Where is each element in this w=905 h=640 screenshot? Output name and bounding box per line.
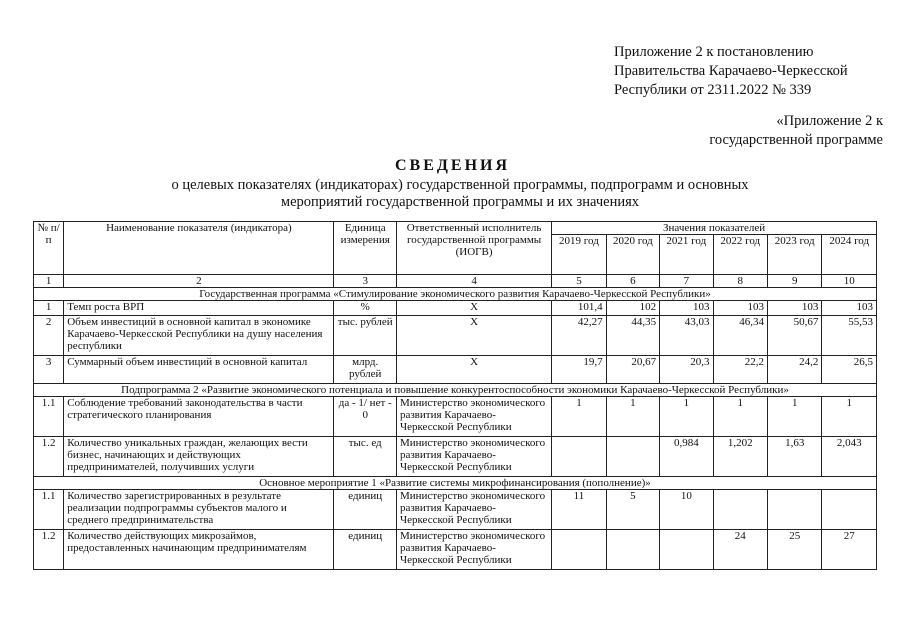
row-unit: тыс. ед: [334, 437, 397, 477]
row-value: 43,03: [660, 316, 713, 356]
subtitle-line: о целевых показателях (индикаторах) государственной программы, подпрограмм и основных: [171, 177, 749, 193]
column-number: 6: [606, 275, 659, 288]
row-value: 103: [713, 301, 767, 316]
row-value: 103: [767, 301, 821, 316]
row-executor: Министерство экономического развития Карачаево-Черкесской Республики: [396, 397, 551, 437]
row-unit: да - 1/ нет - 0: [334, 397, 397, 437]
row-value: [552, 530, 606, 570]
row-value: [552, 437, 606, 477]
row-executor: Министерство экономического развития Карачаево-Черкесской Республики: [396, 490, 551, 530]
row-value: 24,2: [767, 356, 821, 384]
header-year: 2021 год: [660, 235, 713, 275]
header-year: 2024 год: [822, 235, 877, 275]
row-value: 42,27: [552, 316, 606, 356]
row-unit: тыс. рублей: [334, 316, 397, 356]
row-name: Количество действующих микрозаймов, предоставленных начинающим предпринимателям: [64, 530, 334, 570]
row-value: 1: [713, 397, 767, 437]
row-value: 1,63: [767, 437, 821, 477]
row-name: Количество уникальных граждан, желающих вести бизнес, начинающих и действующих предпринимателей, получивших услуги: [64, 437, 334, 477]
column-number: 5: [552, 275, 606, 288]
row-value: 25: [767, 530, 821, 570]
row-value: 46,34: [713, 316, 767, 356]
appendix-note: [614, 43, 848, 100]
appendix-program-note: [709, 112, 883, 150]
section-row: [34, 384, 877, 397]
row-value: 20,3: [660, 356, 713, 384]
column-number: 3: [334, 275, 397, 288]
row-value: [660, 530, 713, 570]
row-value: 55,53: [822, 316, 877, 356]
column-number: 8: [713, 275, 767, 288]
row-value: 101,4: [552, 301, 606, 316]
row-value: 27: [822, 530, 877, 570]
row-value: 1: [606, 397, 659, 437]
row-number: 1.1: [34, 397, 64, 437]
row-value: [713, 490, 767, 530]
row-value: 2,043: [822, 437, 877, 477]
row-value: 102: [606, 301, 659, 316]
row-number: 3: [34, 356, 64, 384]
appendix-line: Приложение 2 к постановлению: [614, 44, 814, 60]
row-number: 1.1: [34, 490, 64, 530]
header-year: 2023 год: [767, 235, 821, 275]
document-title: СВЕДЕНИЯ: [394, 157, 511, 174]
indicators-table: [33, 221, 877, 570]
section-title: Подпрограмма 2 «Развитие экономического потенциала и повышение конкурентоспособности экономики Карачаево-Черкесской Республики»: [34, 384, 877, 397]
row-executor: X: [396, 316, 551, 356]
row-value: 22,2: [713, 356, 767, 384]
row-value: 1: [660, 397, 713, 437]
section-row: [34, 477, 877, 490]
table-row: [34, 490, 877, 530]
header-name: Наименование показателя (индикатора): [64, 222, 334, 275]
appendix-program-line: «Приложение 2 к: [776, 113, 883, 129]
row-name: Суммарный объем инвестиций в основной капитал: [64, 356, 334, 384]
document-subtitle: [120, 177, 800, 211]
row-name: Количество зарегистрированных в результате реализации подпрограммы субъектов малого и среднего предпринимательства: [64, 490, 334, 530]
column-number: 2: [64, 275, 334, 288]
section-row: [34, 288, 877, 301]
row-value: [822, 490, 877, 530]
row-executor: X: [396, 356, 551, 384]
appendix-line: Республики от 2311.2022 № 339: [614, 82, 812, 98]
section-title: Основное мероприятие 1 «Развитие системы микрофинансирования (пополнение)»: [34, 477, 877, 490]
table-body: [34, 275, 877, 570]
row-name: Объем инвестиций в основной капитал в экономике Карачаево-Черкесской Республики на душу населения республики: [64, 316, 334, 356]
column-numbers-row: [34, 275, 877, 288]
row-name: Темп роста ВРП: [64, 301, 334, 316]
row-unit: единиц: [334, 530, 397, 570]
row-executor: Министерство экономического развития Карачаево-Черкесской Республики: [396, 530, 551, 570]
header-year: 2019 год: [552, 235, 606, 275]
row-executor: Министерство экономического развития Карачаево-Черкесской Республики: [396, 437, 551, 477]
row-value: 1,202: [713, 437, 767, 477]
row-value: [767, 490, 821, 530]
table-row: [34, 356, 877, 384]
header-year: 2022 год: [713, 235, 767, 275]
row-value: 103: [660, 301, 713, 316]
row-value: 24: [713, 530, 767, 570]
row-number: 1: [34, 301, 64, 316]
row-value: 5: [606, 490, 659, 530]
table-header: [34, 222, 877, 275]
row-executor: X: [396, 301, 551, 316]
header-year: 2020 год: [606, 235, 659, 275]
appendix-line: Правительства Карачаево-Черкесской: [614, 63, 848, 79]
table-row: [34, 437, 877, 477]
row-value: 0,984: [660, 437, 713, 477]
row-unit: млрд. рублей: [334, 356, 397, 384]
table-row: [34, 301, 877, 316]
column-number: 9: [767, 275, 821, 288]
row-unit: единиц: [334, 490, 397, 530]
row-value: 20,67: [606, 356, 659, 384]
row-value: 26,5: [822, 356, 877, 384]
row-value: 10: [660, 490, 713, 530]
row-value: 11: [552, 490, 606, 530]
column-number: 7: [660, 275, 713, 288]
row-value: [606, 530, 659, 570]
section-title: Государственная программа «Стимулирование экономического развития Карачаево-Черкесской Республики»: [34, 288, 877, 301]
row-value: 50,67: [767, 316, 821, 356]
column-number: 1: [34, 275, 64, 288]
row-value: 103: [822, 301, 877, 316]
row-value: [606, 437, 659, 477]
column-number: 4: [396, 275, 551, 288]
column-number: 10: [822, 275, 877, 288]
table-row: [34, 397, 877, 437]
row-name: Соблюдение требований законодательства в части стратегического планирования: [64, 397, 334, 437]
header-unit: Единица измерения: [334, 222, 397, 275]
header-values: Значения показателей: [552, 222, 877, 235]
subtitle-line: мероприятий государственной программы и их значениях: [280, 194, 640, 210]
row-unit: %: [334, 301, 397, 316]
table-row: [34, 530, 877, 570]
row-value: 1: [767, 397, 821, 437]
row-value: 1: [822, 397, 877, 437]
row-number: 1.2: [34, 437, 64, 477]
row-number: 1.2: [34, 530, 64, 570]
row-value: 44,35: [606, 316, 659, 356]
row-value: 1: [552, 397, 606, 437]
header-num: № п/п: [34, 222, 64, 275]
appendix-program-line: государственной программе: [709, 132, 883, 148]
table-row: [34, 316, 877, 356]
row-number: 2: [34, 316, 64, 356]
row-value: 19,7: [552, 356, 606, 384]
header-executor: Ответственный исполнитель государственной программы (ИОГВ): [396, 222, 551, 275]
